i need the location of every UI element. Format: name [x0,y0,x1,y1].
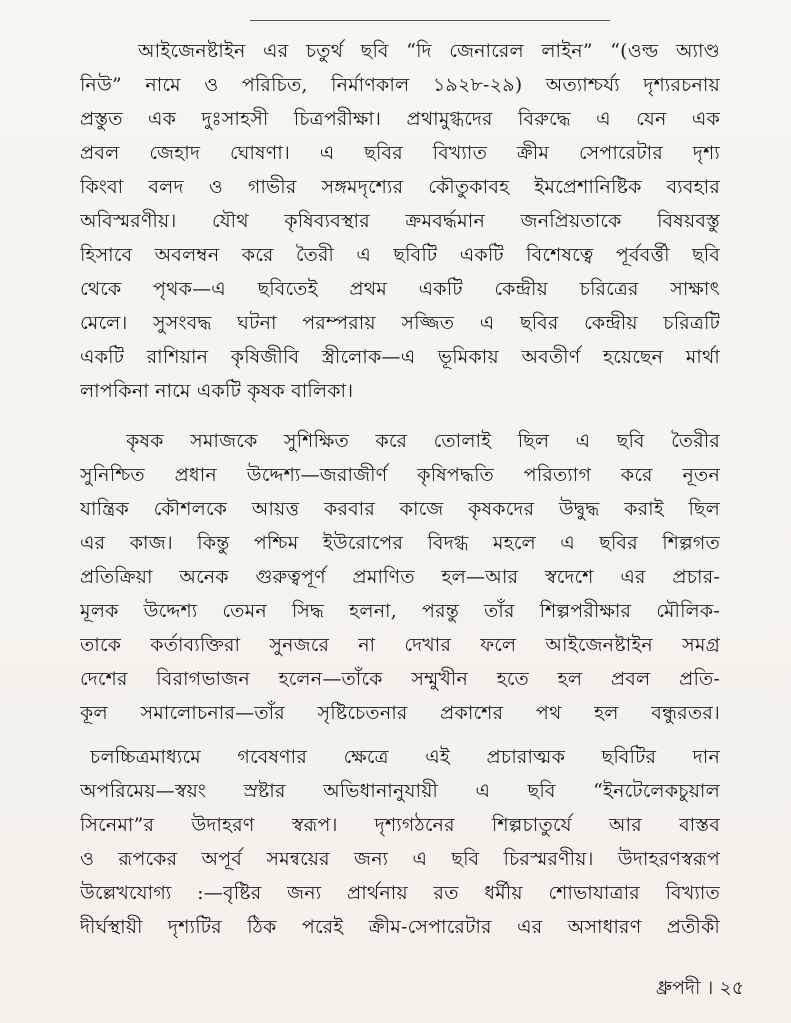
paragraph-line: একটি রাশিয়ান কৃষিজীবি স্ত্রীলোক—এ ভূমিকায় অবতীর্ণ হয়েছেন মার্থা [80,346,720,368]
paragraph-line: দীর্ঘস্থায়ী দৃশ্যটির ঠিক পরেই ক্রীম-সেপারেটার এর অসাধারণ প্রতীকী [80,916,720,938]
paragraph-line: সুনিশ্চিত প্রধান উদ্দেশ্য—জরাজীর্ণ কৃষিপদ্ধতি পরিত্যাগ করে নূতন [80,464,720,486]
paragraph-line: প্রবল জেহাদ ঘোষণা। এ ছবির বিখ্যাত ক্রীম সেপারেটার দৃশ্য [80,142,720,164]
paragraph-line: যান্ত্রিক কৌশলকে আয়ত্ত করবার কাজে কৃষকদের উদ্বুদ্ধ করাই ছিল [80,498,720,520]
paragraph-line: কৃষক সমাজকে সুশিক্ষিত করে তোলাই ছিল এ ছবি তৈরীর [126,430,720,452]
paragraph-line: দেশের বিরাগভাজন হলেন—তাঁকে সম্মুখীন হতে হল প্রবল প্রতি- [80,668,720,690]
paragraph-line: তাকে কর্তাব্যক্তিরা সুনজরে না দেখার ফলে আইজেনষ্টাইন সমগ্র [80,634,720,656]
paragraph-line: নিউ” নামে ও পরিচিত, নির্মাণকাল ১৯২৮-২৯) অত্যাশ্চর্য্য দৃশ্যরচনায় [80,74,720,96]
paragraph-line: সিনেমা”র উদাহরণ স্বরূপ। দৃশ্যগঠনের শিল্পচাতুর্যে আর বাস্তব [80,814,720,836]
paragraph-line: কিংবা বলদ ও গাভীর সঙ্গমদৃশ্যের কৌতুকাবহ ইমপ্রেশানিষ্টিক ব্যবহার [80,176,720,198]
top-rule-line [250,20,610,21]
paragraph-line: মেলে। সুসংবদ্ধ ঘটনা পরম্পরায় সজ্জিত এ ছবির কেন্দ্রীয় চরিত্রটি [80,312,720,334]
paragraph-line: এর কাজ। কিন্তু পশ্চিম ইউরোপের বিদগ্ধ মহলে এ ছবির শিল্পগত [80,532,720,554]
paragraph-line: ও রূপকের অপূর্ব সমন্বয়ের জন্য এ ছবি চিরস্মরণীয়। উদাহরণস্বরূপ [80,848,720,870]
paragraph-line: উল্লেখযোগ্য :—বৃষ্টির জন্য প্রার্থনায় রত ধর্মীয় শোভাযাত্রার বিখ্যাত [80,882,720,904]
page-number: ২৫ [719,977,745,999]
paragraph-line: প্রস্তুত এক দুঃসাহসী চিত্রপরীক্ষা। প্রথামুগ্ধদের বিরুদ্ধে এ যেন এক [80,108,720,130]
paragraph-line: হিসাবে অবলম্বন করে তৈরী এ ছবিটি একটি বিশেষত্বে পূর্ববর্ত্তী ছবি [80,244,720,266]
paragraph-line: অবিস্মরণীয়। যৌথ কৃষিব্যবস্থার ক্রমবর্দ্ধমান জনপ্রিয়তাকে বিষয়বস্তু [80,210,720,232]
paragraph-line: চলচ্চিত্রমাধ্যমে গবেষণার ক্ষেত্রে এই প্রচারাত্মক ছবিটির দান [90,746,720,768]
paragraph-line: আইজেনষ্টাইন এর চতুর্থ ছবি “দি জেনারেল লাইন” “(ওল্ড অ্যাণ্ড [138,40,720,62]
footer-separator: । [706,977,714,999]
page-footer [656,976,746,1000]
paragraph-line: অপরিমেয়—স্বয়ং স্রষ্টার অভিধানানুযায়ী এ ছবি “ইনটেলেকচুয়াল [80,780,720,802]
paragraph-line: লাপকিনা নামে একটি কৃষক বালিকা। [80,380,354,402]
paragraph-line: মূলক উদ্দেশ্য তেমন সিদ্ধ হলনা, পরন্তু তাঁর শিল্পপরীক্ষার মৌলিক- [80,600,720,622]
paragraph-line: থেকে পৃথক—এ ছবিতেই প্রথম একটি কেন্দ্রীয় চরিত্রের সাক্ষাৎ [80,278,720,300]
paragraph-line: কূল সমালোচনার—তাঁর সৃষ্টিচেতনার প্রকাশের পথ হল বন্ধুরতর। [80,702,720,724]
paragraph-line: প্রতিক্রিয়া অনেক গুরুত্বপূর্ণ প্রমাণিত হল—আর স্বদেশে এর প্রচার- [80,566,720,588]
journal-name: ধ্রুপদী [656,977,701,999]
